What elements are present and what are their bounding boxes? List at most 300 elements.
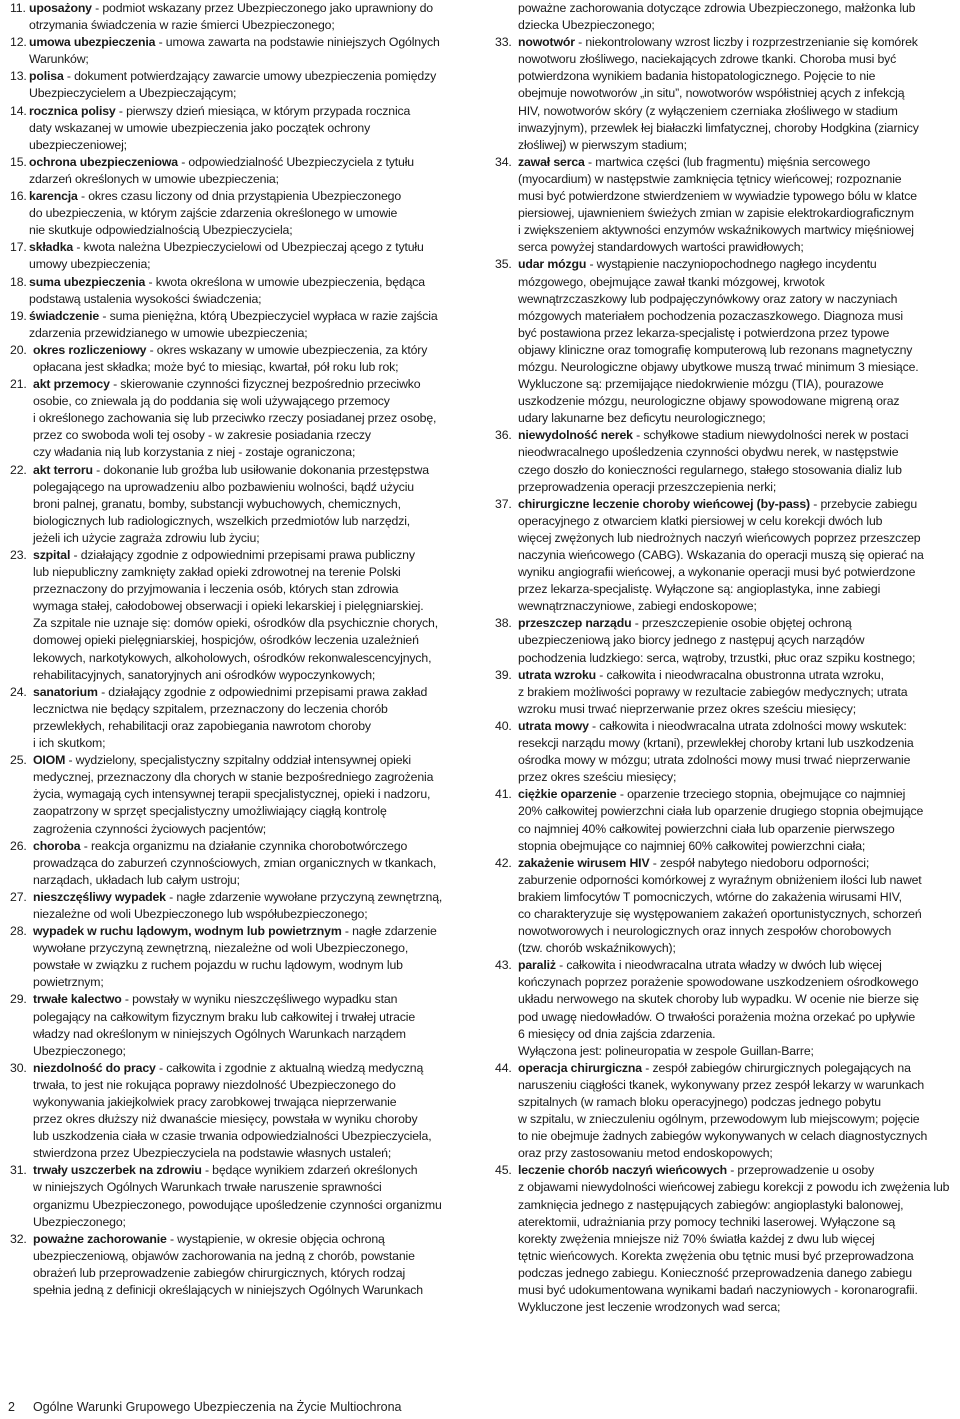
definition-text: lub niepubliczny zamknięty zakład opieki zdrowotnej na terenie Polski [33,565,401,580]
definition-item [10,188,462,239]
definition-line [33,786,462,803]
definition-text: być postawiona przez lekarza-specjalistę i potwierdzona przez typowe [518,325,890,340]
definition-line [518,1077,953,1094]
definition-line [518,1094,953,1111]
definition-body [518,496,953,616]
definition-line [518,667,953,684]
definition-line [29,17,462,34]
definition-number: 16. [10,189,27,204]
definition-text: z brakiem możliwości poprawy w rezultacie zabiegów medycznych; utrata [518,684,908,699]
definition-text: pochodzenia ludzkiego: serca, wątroby, trzustki, płuc oraz szpiku kostnego; [518,650,916,665]
definition-text: szpitalnych (w ramach bloku operacyjnego) podczas jednego pobytu [518,1095,881,1109]
definition-line [518,786,953,803]
definition-text: czego doszło do konieczności regularnego, stałego stosowania dializ lub [518,462,902,477]
definition-line [33,513,462,530]
definition-line [518,444,953,461]
defined-term: chirurgiczne leczenie choroby wieńcowej (by-pass) [518,496,810,511]
definition-line [33,889,462,906]
definition-text: oraz przy zastosowaniu metod endoskopowych; [518,1146,773,1161]
definition-body [33,1162,462,1230]
definition-line [518,615,953,632]
definition-line [518,51,953,68]
definition-line [518,393,953,410]
definition-text: - reakcja organizmu na działanie czynnika chorobotwórczego [80,838,408,853]
definition-text: musi być udokumentowana wynikami badań naczyniowych - koronarografii. [518,1283,918,1298]
definition-text: osobie, co zniewala ją do poddania się woli używającego przemocy [33,394,390,409]
definition-number: 43. [495,958,512,973]
defined-term: uposażony [29,1,92,15]
definition-line [518,1128,953,1145]
definition-text: i zwiększeniem aktywności enzymów wskaźnikowych martwicy mięśniowej [518,223,914,238]
definition-body [29,103,462,154]
definition-text: wewnątrznaczyniowe, zabiegi endoskopowe; [518,599,757,614]
defined-term: wypadek w ruchu lądowym, wodnym lub powietrznym [33,924,342,939]
definition-text: i określonego zachowania się lub przeciwko rzeczy posiadanej przez osobę, [33,411,437,426]
definition-text: - zespół nabytego niedoboru odporności; [649,855,870,870]
definition-text: rehabilitacyjnych, sanatoryjnych ani ośrodków wypoczynkowych; [33,667,376,682]
definition-item [10,889,462,923]
definition-line [33,838,462,855]
definition-line [33,906,462,923]
definition-item [10,239,462,273]
definition-text: to nie obejmuje żadnych zabiegów wykonywanych w celach diagnostycznych [518,1129,928,1144]
definition-item [495,496,953,616]
definition-body [518,427,953,495]
definition-line [518,564,953,581]
definition-line [29,0,462,17]
definition-line [33,769,462,786]
defined-term: niewydolność nerek [518,428,633,443]
definition-item [10,68,462,102]
defined-term: akt terroru [33,462,93,477]
definition-line [518,479,953,496]
definition-number: 44. [495,1060,512,1075]
definition-text: - dokonanie lub groźba lub usiłowanie dokonania przestępstwa [92,462,429,477]
definition-text: przeznaczony do przyjmowania i leczenia osób, których stan zdrowia [33,582,399,597]
footer-title: Ogólne Warunki Grupowego Ubezpieczenia na Życie Multiochrona [33,1400,402,1414]
definition-line [33,752,462,769]
definition-line [33,393,462,410]
definition-line [518,462,953,479]
defined-term: operacja chirurgiczna [518,1060,642,1075]
definition-line [518,0,953,17]
definition-item [495,855,953,958]
page-footer [0,1400,960,1419]
definition-item [495,34,953,154]
definition-number: 12. [10,35,27,50]
definition-line [518,923,953,940]
definition-line [29,51,462,68]
definition-line [518,650,953,667]
definition-number: 42. [495,855,512,870]
definition-text: inwazyjnym), przewlek łej białaczki limfatycznej, choroby Hodgkina (ziarnicy [518,120,919,135]
definition-text: naruszeniu ciągłości tkanek, wykonywany przez zespół lekarzy w warunkach [518,1077,925,1092]
definition-line [33,872,462,889]
definition-body [518,786,953,854]
defined-term: utrata wzroku [518,667,596,682]
definition-text: resekcji narządu mowy (krtani), przewlekłej choroby krtani lub uszkodzenia [518,736,914,751]
defined-term: przeszczep narządu [518,616,632,631]
definition-text: (tzw. chorób wskaźnikowych); [518,941,676,956]
definition-text: - podmiot wskazany przez Ubezpieczonego jako uprawniony do [91,1,433,15]
definition-line [518,513,953,530]
definition-line [33,957,462,974]
definition-number: 29. [10,992,27,1007]
definition-text: - umowa zawarta na podstawie niniejszych Ogólnych [155,35,440,50]
definition-text: korekty zwężenia mniejsze niż 70% światła każdej z dwu lub więcej [518,1231,875,1246]
definition-text: potwierdzona wynikiem badania histopatologicznego. Pojęcie to nie [518,69,876,84]
definition-line [33,1111,462,1128]
definition-text: - odpowiedzialność Ubezpieczyciela z tytułu [177,154,414,169]
definition-line [518,205,953,222]
definition-number: 23. [10,548,27,562]
definition-line [518,872,953,889]
definition-body [29,68,462,102]
definition-text: nie skutkuje odpowiedzialnością Ubezpieczyciela; [29,223,293,238]
definition-text: podstawą ustalenia wysokości świadczenia; [29,291,262,306]
definition-line [518,17,953,34]
definition-number: 35. [495,257,512,272]
definition-number: 22. [10,462,27,477]
definition-line [518,274,953,291]
definition-body [33,991,462,1059]
definition-item [10,547,462,684]
definition-text: - zespół zabiegów chirurgicznych polegających na [641,1060,911,1075]
definition-line [33,1197,462,1214]
definition-line [33,1145,462,1162]
definition-text: wewnątrzczaszkowy lub podpajęczynówkowy oraz zatory w naczyniach [518,291,898,306]
definition-line [518,137,953,154]
definition-line [33,410,462,427]
definition-item [495,615,953,666]
definition-text: - całkowita i nieodwracalna utrata władzy w dwóch lub więcej [555,958,882,973]
definition-item [10,34,462,68]
definition-text: opłacana jest składka; może być to miesiąc, kwartał, pół roku lub rok; [33,359,399,374]
definition-number: 40. [495,718,512,733]
definition-number: 20. [10,342,27,357]
definition-text: Wyłączona jest: polineuropatia w zespole Guillan-Barre; [518,1043,814,1058]
definition-body [29,34,462,68]
definition-line [29,325,462,342]
definition-item [10,308,462,342]
definition-number: 11. [10,1,26,15]
definition-text: trwała, to jest nie rokująca poprawy niezdolność Ubezpieczonego do [33,1077,396,1092]
definition-line [33,1009,462,1026]
definition-line [518,974,953,991]
definition-line [33,650,462,667]
definition-line [518,325,953,342]
definition-line [518,598,953,615]
definition-text: - okres wskazany w umowie ubezpieczenia, za który [146,342,428,357]
definition-text: i ich skutkom; [33,736,106,751]
definition-item [10,684,462,752]
definition-text: układu nerwowego na skutek choroby lub wypadku. W ocenie nie bierze się [518,992,919,1007]
definition-line [33,1043,462,1060]
definition-text: ubezpieczeniowej; [29,137,127,152]
definition-text: przez okres dłuższy niż dwanaście miesięcy, powstała w wyniku choroby [33,1112,418,1127]
definition-line [518,359,953,376]
definition-line [518,1265,953,1282]
definition-item [10,462,462,547]
defined-term: szpital [33,548,71,562]
definition-line [29,256,462,273]
definition-number: 26. [10,838,27,853]
definition-line [518,68,953,85]
definition-text: podczas jednego zabiegu. Konieczność przeprowadzenia danego zabiegu [518,1265,912,1280]
definition-text: Ubezpieczonego; [33,1214,126,1229]
definition-item [495,957,953,1060]
definition-text: kończynach poprzez porażenie spowodowane uszkodzeniem ośrodkowego [518,975,919,990]
definition-line [29,103,462,120]
defined-term: rocznica polisy [29,103,116,118]
definition-text: poważne zachorowania dotyczące zdrowia Ubezpieczonego, małżonka lub [518,1,916,15]
definition-text: zamknięcia jednego z następujących zabiegów: angioplastyki balonowej, [518,1197,904,1212]
definition-body [33,1060,462,1163]
definition-line [33,1162,462,1179]
definition-text: zaburzenie odporności komórkowej z wyraźnym obniżeniem ilości lub nawet [518,872,922,887]
definition-text: 6 miesięcy od dnia zajścia zdarzenia. [518,1026,716,1041]
definition-body [33,838,462,889]
definition-item [10,274,462,308]
defined-term: utrata mowy [518,718,589,733]
definition-text: - powstały w wyniku nieszczęśliwego wypadku stan [121,992,398,1007]
definition-body [518,1162,953,1316]
definition-text: spełnia jedną z definicji określających w niniejszych Ogólnych Warunkach [33,1283,423,1298]
definition-text: - całkowita i nieodwracalna obustronna utrata wzroku, [596,667,884,682]
definition-text: lecznictwa nie będący szpitalem, przeznaczony do leczenia chorób [33,701,388,716]
definition-text: brakiem limfocytów T pomocniczych, wtórne do zakażenia wirusami HIV, [518,889,902,904]
definition-line [29,274,462,291]
definition-text: - kwota należna Ubezpieczycielowi od Ubezpieczaj ącego z tytułu [73,240,424,255]
definition-line [33,718,462,735]
definition-line [518,222,953,239]
definition-number: 30. [10,1060,27,1075]
definition-number: 36. [495,428,512,443]
definition-text: mózgu. Neurologiczne objawy ubytkowe muszą trwać minimum 3 miesiące. [518,359,919,374]
definition-line [29,154,462,171]
definition-line [518,1026,953,1043]
defined-term: poważne zachorowanie [33,1231,167,1246]
definition-line [33,1214,462,1231]
definition-text: naczynia wieńcowego (CABG). Wskazania do operacji muszą się opierać na [518,548,924,562]
definition-text: zagrożenia czynności życiowych pacjentów; [33,821,267,836]
defined-term: akt przemocy [33,377,110,392]
definition-line [33,735,462,752]
definition-line [33,342,462,359]
definition-line [33,1077,462,1094]
definition-body [33,462,462,547]
definition-item [10,752,462,837]
definition-body [518,256,953,427]
definition-line [33,1094,462,1111]
definition-item [495,667,953,718]
definition-text: zdarzeń określonych w umowie ubezpieczenia; [29,171,279,186]
definition-line [33,496,462,513]
definition-number: 13. [10,69,27,84]
definition-text: powstałe w związku z ruchem pojazdu w ruchu lądowym, wodnym lub [33,958,403,973]
definition-line [518,1162,953,1179]
definition-text: Wykluczone są: przemijające niedokrwienie mózgu (TIA), pourazowe [518,377,884,392]
definition-body [518,0,953,34]
defined-term: OIOM [33,753,66,768]
definition-item [495,1060,953,1163]
definition-line [33,598,462,615]
definition-text: broni palnej, granatu, bomby, substancji wybuchowych, chemicznych, [33,496,401,511]
defined-term: trwałe kalectwo [33,992,122,1007]
definition-text: nieodwracalnego upośledzenia czynności obydwu nerek, w następstwie [518,445,899,460]
defined-term: okres rozliczeniowy [33,342,147,357]
definition-body [518,154,953,257]
definition-text: przeprowadzenia operacji przeszczepienia nerki; [518,479,777,494]
definition-item [495,154,953,257]
definition-item [495,786,953,854]
definition-number: 18. [10,274,27,289]
definition-text: Wykluczone jest leczenie wrodzonych wad serca; [518,1300,781,1315]
defined-term: nowotwór [518,35,575,50]
definition-line [33,632,462,649]
definition-item [10,923,462,991]
definition-text: ośrodka mowy w mózgu; utrata zdolności mowy musi trwać nieprzerwanie [518,753,911,768]
definition-line [518,171,953,188]
definition-line [29,291,462,308]
defined-term: składka [29,240,74,255]
definition-number: 21. [10,377,27,392]
definition-text: aterektomii, udrażniania przy pomocy techniki laserowej. Wyłączone są [518,1214,896,1229]
defined-term: świadczenie [29,308,100,323]
definition-line [518,85,953,102]
definition-line [518,1060,953,1077]
definition-text: mózgowych materiałem pochodzenia pozaczaszkowego. Diagnoza musi [518,308,903,323]
definition-text: w niniejszych Ogólnych Warunkach trwałe naruszenie sprawności [33,1180,382,1195]
definition-text: - wydzielony, specjalistyczny szpitalny oddział intensywnej opieki [65,753,412,768]
definition-line [518,684,953,701]
definition-text: medycznej, przeznaczony dla chorych w stanie bezpośredniego zagrożenia [33,770,434,785]
definition-line [33,684,462,701]
definition-line [518,1248,953,1265]
definition-text: zdarzenia przewidzianego w umowie ubezpieczenia; [29,325,308,340]
definition-number: 17. [10,240,27,255]
defined-term: polisa [29,69,64,84]
definition-text: 20% całkowitej powierzchni ciała lub oparzenie drugiego stopnia obejmujące [518,804,924,819]
definition-text: wzroku musi trwać nieprzerwanie przez okres sześciu miesięcy; [518,701,857,716]
definition-line [518,752,953,769]
definition-line [33,564,462,581]
definition-text: lekowych, narkotykowych, alkoholowych, ośrodków rekonwalescencyjnych, [33,650,432,665]
definition-body [518,615,953,666]
definition-text: - całkowita i nieodwracalna utrata zdolności mowy wskutek: [588,718,907,733]
definition-text: nowotworu złośliwego, naciekających zdrowe tkanki. Choroba musi być [518,52,897,67]
definition-line [33,974,462,991]
definition-text: Ubezpieczycielem a Ubezpieczającym; [29,86,237,101]
defined-term: nieszczęśliwy wypadek [33,889,166,904]
definition-body [29,0,462,34]
definition-line [518,547,953,564]
definition-line [518,632,953,649]
right-column [495,0,953,1316]
definition-number: 27. [10,889,27,904]
definition-text: niezależne od woli Ubezpieczonego lub współubezpieczonego; [33,906,368,921]
definition-text: stopnia obejmujące co najmniej 60% całkowitej powierzchni ciała; [518,838,866,853]
definition-line [518,154,953,171]
definition-text: biologicznych lub radiologicznych, wszelkich przedmiotów lub narzędzi, [33,513,411,528]
definition-line [518,239,953,256]
definition-item [10,342,462,376]
definition-text: obrażeń lub przeprowadzenie zabiegów chirurgicznych, których rodzaj [33,1265,406,1280]
definition-line [518,718,953,735]
definition-line [518,1111,953,1128]
definition-number: 39. [495,667,512,682]
definition-text: objawy kliniczne oraz tomografię komputerową lub rezonans magnetyczny [518,342,913,357]
definition-line [518,769,953,786]
definition-text: nowotworowych i neurologicznych oraz innych zespołów chorobowych [518,924,892,939]
definition-line [518,1231,953,1248]
definition-line [33,667,462,684]
definition-number: 14. [10,103,27,118]
definition-body [33,684,462,752]
definition-line [33,701,462,718]
definition-line [518,376,953,393]
definition-line [29,137,462,154]
definition-text: operacyjnego z otwarciem klatki piersiowej w celu korekcji dwóch lub [518,513,883,528]
definition-line [33,462,462,479]
definition-text: organizmu Ubezpieczonego, powodujące upośledzenie czynności organizmu [33,1197,442,1212]
definition-item [495,1162,953,1316]
definition-line [518,410,953,427]
definition-text: - działający zgodnie z odpowiednimi przepisami prawa zakład [97,684,428,699]
definition-text: przez okres sześciu miesięcy; [518,770,677,785]
definition-line [33,359,462,376]
definition-line [518,291,953,308]
definition-text: wykonywania jakiejkolwiek pracy zarobkowej trwająca nieprzerwanie [33,1095,397,1109]
definition-line [33,479,462,496]
definition-body [29,274,462,308]
definition-text: - działający zgodnie z odpowiednimi przepisami prawa publiczny [70,548,415,562]
defined-term: zakażenie wirusem HIV [518,855,650,870]
definition-line [518,855,953,872]
definition-number: 15. [10,154,27,169]
defined-term: ciężkie oparzenie [518,787,617,802]
definition-line [518,940,953,957]
definition-text: - suma pieniężna, którą Ubezpieczyciel wypłaca w razie zajścia [99,308,438,323]
definition-text: jeżeli ich użycie zagraża zdrowiu lub życiu; [33,530,260,545]
definition-line [518,1299,953,1316]
definition-text: przewlekłych, rehabilitacji oraz zapobiegania nawrotom choroby [33,718,371,733]
definition-item [495,256,953,427]
definition-text: - dokument potwierdzający zawarcie umowy ubezpieczenia pomiędzy [63,69,437,84]
definition-line [33,821,462,838]
definition-text: - przebycie zabiegu [809,496,918,511]
definition-text: ubezpieczeniową, objawów zachorowania na jedną z chorób, powstanie [33,1248,415,1263]
defined-term: ochrona ubezpieczeniowa [29,154,178,169]
definition-text: zaopatrzony w sprzęt specjalistyczny umożliwiający ciągłą kontrolę [33,804,387,819]
definition-number: 45. [495,1163,512,1178]
definition-line [33,923,462,940]
definition-line [33,1179,462,1196]
definition-text: z objawami niewydolności wieńcowej zabiegu korekcji z powodu ich zwężenia lub [518,1180,950,1195]
definition-body [29,154,462,188]
definition-text: umowy ubezpieczenia; [29,257,151,272]
definition-line [518,803,953,820]
definition-line [518,1145,953,1162]
definition-body [33,889,462,923]
definition-body [33,547,462,684]
definition-number: 28. [10,924,27,939]
definition-number: 34. [495,154,512,169]
definition-text: wymaga stałej, całodobowej obserwacji i opieki lekarskiej i pielęgniarskiej. [33,599,424,614]
definition-line [518,1282,953,1299]
definition-text: musi być potwierdzone stwierdzeniem w wywiadzie typowego bólu w klatce [518,189,917,204]
definition-line [518,308,953,325]
